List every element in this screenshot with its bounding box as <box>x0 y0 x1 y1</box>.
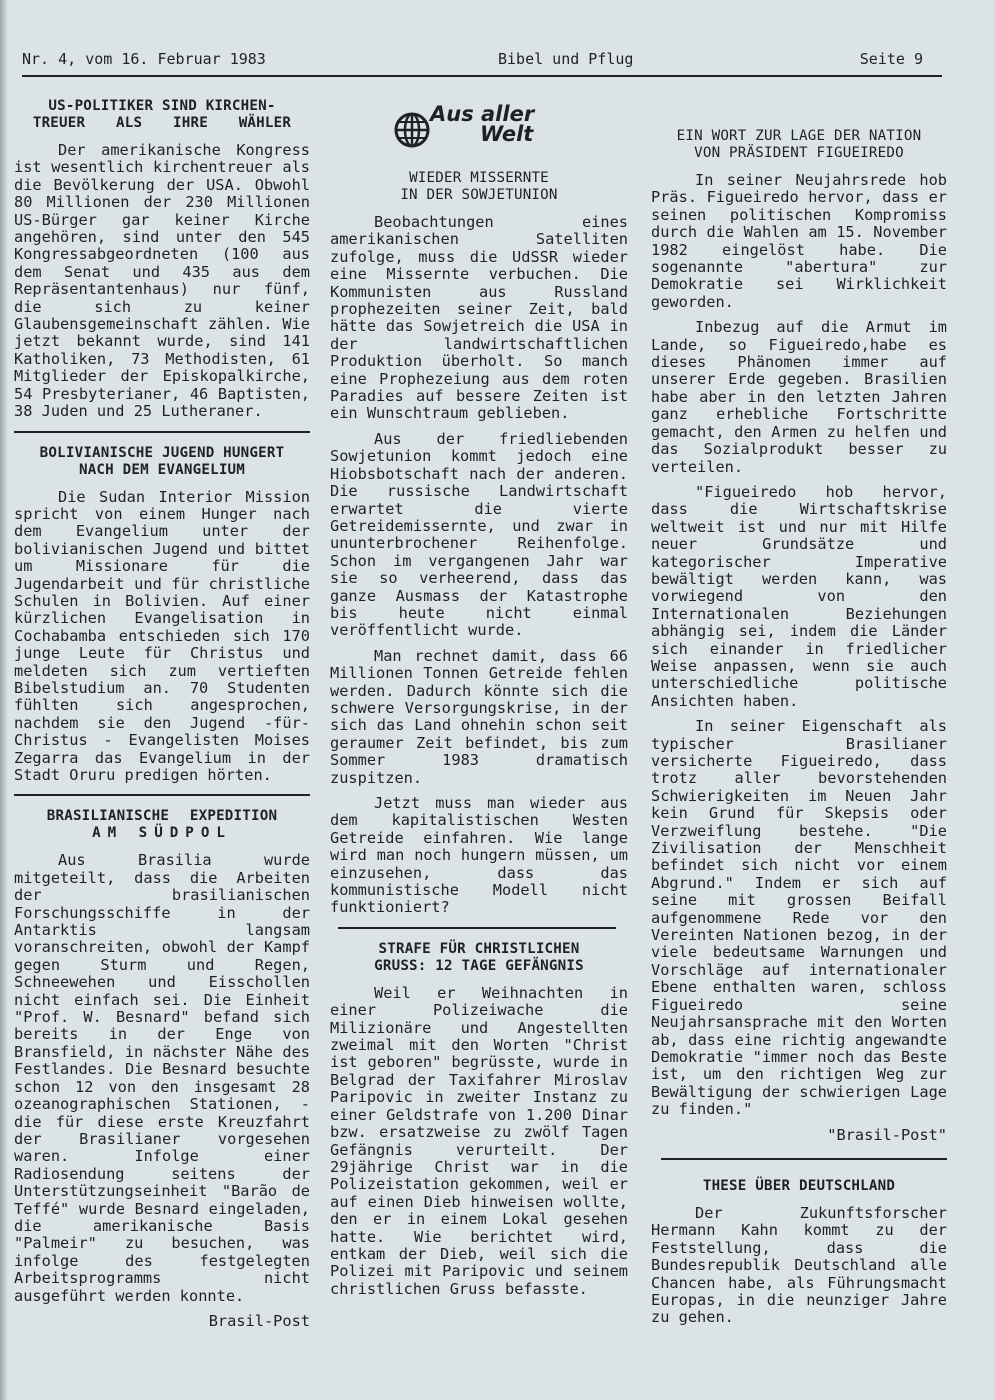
publication-name: Bibel und Pflug <box>498 50 634 68</box>
title-line: BOLIVIANISCHE JUGEND HUNGERT <box>39 444 285 461</box>
title-line: THESE ÜBER DEUTSCHLAND <box>702 1177 896 1194</box>
article-title <box>651 1178 947 1195</box>
page-edge <box>0 0 8 1400</box>
page-header <box>22 50 943 72</box>
aus-aller-welt-logo <box>386 102 628 152</box>
article-title <box>14 445 310 479</box>
article-paragraph: Inbezug auf die Armut im Lande, so Figueiredo,habe es dieses Phänomen immer auf unserer Erde gegeben. Brasilien habe aber in den letzten Jahren ganz erhebliche Fortschritte gemacht, den Armen zu helfen und das Sozialprodukt besser zu verteilen. <box>651 318 947 476</box>
logo-line-2: Welt <box>480 122 534 146</box>
article-paragraph: In seiner Eigenschaft als typischer Brasilianer versicherte Figueiredo, dass trotz aller bevorstehenden Schwierigkeiten im Neuen Jahr kein Grund für Skepsis oder Verzweiflung bestehe. "Die Zivilisation der Menschheit befindet sich nicht vor einem Abgrund." Indem er sich auf seine mit grossen Beifall aufgenommene Rede vor den Vereinten Nationen bezog, in der viele bedeutsame Warnungen und Vorschläge auf internationaler Ebene enthalten waren, schloss Figueiredo seine Neujahrsansprache mit den Worten ab, dass eine richtig angewandte Demokratie "immer noch das Beste ist, um den richtigen Weg zur Bewältigung der schwierigen Lage zu finden." <box>651 717 947 1119</box>
article-paragraph: Man rechnet damit, dass 66 Millionen Tonnen Getreide fehlen werden. Dadurch könnte sich die schwere Versorgungskrise, in der sich das Land ohnehin schon seit geraumer Zeit befindet, bis zum Sommer 1983 dramatisch zuspitzen. <box>330 646 628 787</box>
article-title <box>14 808 310 842</box>
article-bolivianische-jugend <box>14 445 310 785</box>
article-paragraph: Aus Brasilia wurde mitgeteilt, dass die Arbeiten der brasilianischen Forschungsschiffe in der Antarktis langsam voranschreiten, obwohl der Kampf gegen Sturm und Regen, Schneewehen und Eisschollen nicht einfach sei. Die Einheit "Prof. W. Besnard" befand sich bereits in der Enge von Bransfield, in nächster Nähe des Festlandes. Die Besnard besuchte schon 12 von den insgesamt 28 ozeanographischen Stationen, - die für diese erste Kreuzfahrt der Brasilianer vorgesehen waren. Infolge einer Radiosendung seitens der Unterstützungseinheit "Barão de Teffé" wurde Besnard eingeladen, die amerikanische Basis "Palmeir" zu besuchen, was infolge des festgelegten Arbeitsprogramms nicht ausgeführt werden konnte. <box>14 851 310 1305</box>
article-divider <box>338 927 616 929</box>
title-line: VON PRÄSIDENT FIGUEIREDO <box>694 145 904 161</box>
article-paragraph: Der Zukunftsforscher Hermann Kahn kommt zu der Feststellung, dass die Bundesrepublik Deutschland alle Chancen habe, als Führungsmacht Europas, in die neunziger Jahre zu gehen. <box>651 1203 947 1327</box>
article-source: "Brasil-Post" <box>827 1125 947 1144</box>
article-paragraph: Aus der friedliebenden Sowjetunion kommt jedoch eine Hiobsbotschaft nach der anderen. Die russische Landwirtschaft erwartet die vierte Getreidemissernte, und zwar in ununterbrochener Reihenfolge. Schon im vergangenen Jahr war sie so verheerend, dass das ganze Ausmass der Katastrophe bis heute nicht einmal veröffentlicht wurde. <box>330 429 628 640</box>
article-paragraph: Der amerikanische Kongress ist wesentlich kirchentreuer als die Bevölkerung der USA. Obwohl 80 Millionen der 230 Millionen US-Bürger gar keiner Kirche angehören, sind unter den 545 Kongressabgeordneten (100 aus dem Senat und 435 aus dem Repräsentantenhaus) nur fünf, die sich zu keiner Glaubensgemeinschaft zählen. Wie jetzt bekannt wurde, sind 141 Katholiken, 73 Methodisten, 61 Mitglieder der Episkopalkirche, 54 Presbyterianer, 46 Baptisten, 38 Juden und 25 Lutheraner. <box>14 141 310 421</box>
article-lage-der-nation <box>651 128 947 1144</box>
article-paragraph: "Figueiredo hob hervor, dass die Wirtschaftskrise weltweit ist und nur mit Hilfe neuer Grundsätze und kategorischer Imperative bewältigt werden kann, was vorwiegend von den Internationalen Beziehungen abhängig sei, indem die Länder sich einander in friedlicher Weise anpassen, wenn sie auch unterschiedliche politische Ansichten haben. <box>651 482 947 710</box>
article-paragraph: Die Sudan Interior Mission spricht von einem Hunger nach dem Evangelium unter der bolivianischen Jugend und bittet um Missionare für die Jugendarbeit und für christliche Schulen in Bolivien. Auf einer kürzlichen Evangelisation in Cochabamba entschieden sich 170 junge Leute für Christus und meldeten sich zum vertieften Bibelstudium an. 70 Studenten fühlten sich angesprochen, nachdem sie den Jugend -für-Christus - Evangelisten Moises Zegarra das Evangelium in der Stadt Oruru predigen hörten. <box>14 487 310 784</box>
article-title <box>330 170 628 204</box>
title-line: US-POLITIKER SIND KIRCHEN- <box>48 98 276 114</box>
article-paragraph: Weil er Weihnachten in einer Polizeiwache die Milizionäre und Angestellten zweimal mit den Worten "Christ ist geboren" begrüsste, wurde in Belgrad der Taxifahrer Miroslav Paripovic in zweiter Instanz zu einer Geldstrafe von 1.200 Dinar bzw. ersatzweise zu zwölf Tagen Gefängnis verurteilt. Der 29jährige Christ war in die Polizeistation gekommen, weil er auf einen Dieb hinweisen wollte, den er in einem Lokal gesehen hatte. Wie berichtet wird, entkam der Dieb, weil sich die Polizei mit Paripovic und seinem christlichen Gruss befasste. <box>330 983 628 1298</box>
article-paragraph: Beobachtungen eines amerikanischen Satelliten zufolge, muss die UdSSR wieder eine Missernte verbuchen. Die Kommunisten aus Russland prophezeiten seiner Zeit, bald hätte das Sowjetreich die USA in der landwirtschaftlichen Produktion überholt. So manch eine Prophezeiung aus dem roten Paradies auf bessere Zeiten ist ein Wunschtraum geblieben. <box>330 213 628 423</box>
article-title <box>14 98 310 132</box>
column-2 <box>330 98 628 1306</box>
title-line: GRUSS: 12 TAGE GEFÄNGNIS <box>374 957 584 974</box>
article-divider <box>14 431 310 433</box>
article-strafe <box>330 941 628 1298</box>
article-these-deutschland <box>651 1178 947 1327</box>
title-line: NACH DEM EVANGELIUM <box>78 461 246 478</box>
article-title <box>651 128 947 162</box>
page-number: Seite 9 <box>859 50 923 68</box>
title-line: STRAFE FÜR CHRISTLICHEN <box>378 940 580 957</box>
article-title <box>330 941 628 975</box>
article-divider <box>14 794 310 796</box>
title-line: TREUER ALS IHRE WÄHLER <box>32 115 292 131</box>
column-3 <box>651 128 947 1335</box>
logo-line-1: Aus aller <box>430 102 535 126</box>
article-brasilianische-expedition <box>14 808 310 1330</box>
article-divider <box>661 1158 947 1160</box>
title-line: IN DER SOWJETUNION <box>400 187 558 203</box>
article-source: Brasil-Post <box>208 1311 310 1330</box>
article-paragraph: Jetzt muss man wieder aus dem kapitalistischen Westen Getreide einfahren. Wie lange wird man noch hungern müssen, um einzusehen, dass das kommunistische Modell nicht funktioniert? <box>330 794 628 917</box>
article-paragraph: In seiner Neujahrsrede hob Präs. Figueiredo hervor, dass er seinen politischen Kompromiss durch die Wahlen am 15. November 1982 eingelöst habe. Die sogenannte "abertura" zur Demokratie sei Wirklichkeit geworden. <box>651 171 947 311</box>
article-missernte <box>330 170 628 917</box>
title-line: EIN WORT ZUR LAGE DER NATION <box>676 128 922 144</box>
column-1 <box>14 98 310 1330</box>
globe-icon <box>394 112 430 148</box>
header-rule <box>22 75 942 77</box>
article-us-politiker <box>14 98 310 421</box>
issue-date: Nr. 4, vom 16. Februar 1983 <box>22 50 266 68</box>
title-line: WIEDER MISSERNTE <box>409 170 549 186</box>
title-line: BRASILIANISCHE EXPEDITION <box>46 808 278 825</box>
title-line: AM SÜDPOL <box>92 825 232 842</box>
